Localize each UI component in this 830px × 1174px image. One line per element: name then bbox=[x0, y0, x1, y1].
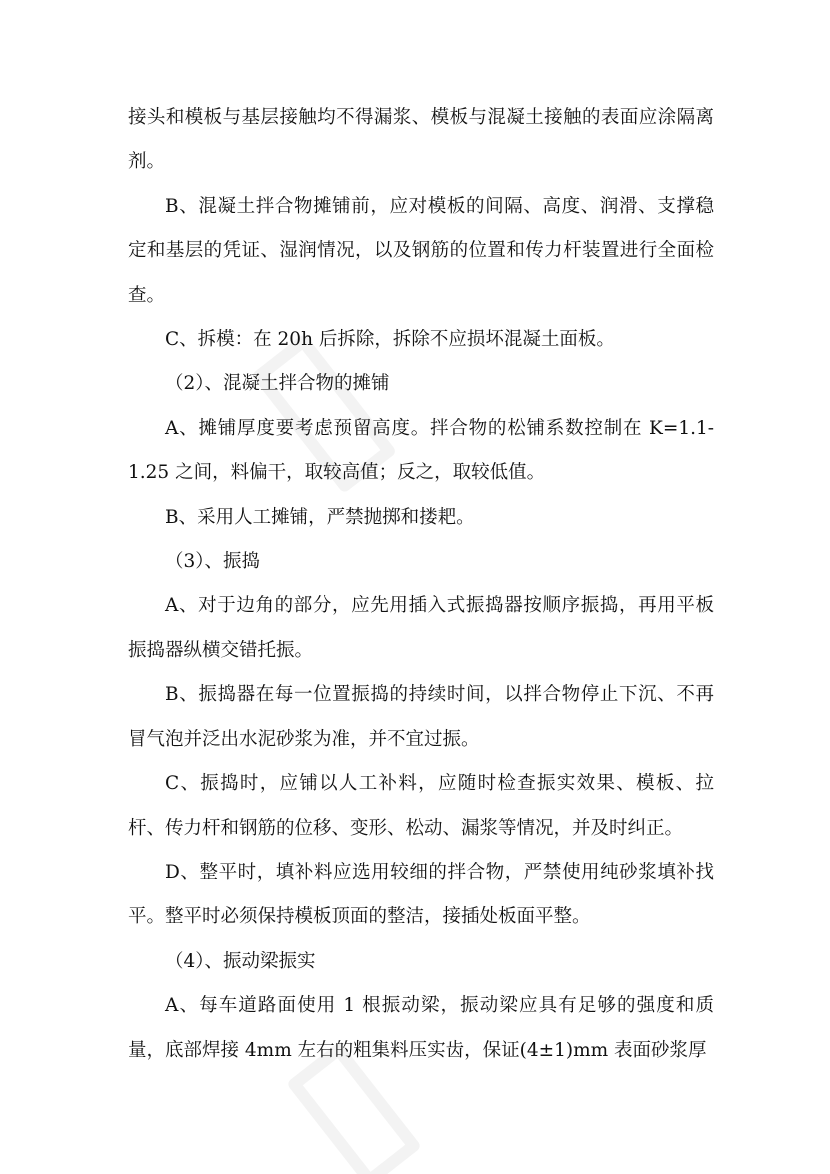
paragraph: D、整平时，填补料应选用较细的拌合物，严禁使用纯砂浆填补找平。整平时必须保持模板顶面的整洁，接插处板面平整。 bbox=[128, 861, 714, 928]
paragraph: 接头和模板与基层接触均不得漏浆、模板与混凝土接触的表面应涂隔离剂。 bbox=[128, 107, 714, 173]
watermark bbox=[300, 1059, 409, 1172]
paragraph: C、振捣时，应铺以人工补料，应随时检查振实效果、模板、拉杆、传力杆和钢筋的位移、变形、松动、漏浆等情况，并及时纠正。 bbox=[128, 773, 714, 839]
section-heading: （3）、振捣 bbox=[165, 551, 261, 573]
section-heading: （4）、振动梁振实 bbox=[165, 950, 316, 972]
document-body bbox=[128, 96, 714, 1073]
section-heading: （2）、混凝土拌合物的摊铺 bbox=[165, 373, 390, 395]
paragraph: A、每车道路面使用 1 根振动梁，振动梁应具有足够的强度和质量，底部焊接 4mm 左右的粗集料压实齿，保证(4±1)mm 表面砂浆厚 bbox=[128, 995, 714, 1061]
paragraph: A、摊铺厚度要考虑预留高度。拌合物的松铺系数控制在 K=1.1-1.25 之间，料偏干，取较高值；反之，取较低值。 bbox=[128, 417, 714, 484]
paragraph: B、采用人工摊铺，严禁抛掷和搂耙。 bbox=[165, 506, 475, 528]
paragraph: B、混凝土拌合物摊铺前，应对模板的间隔、高度、润滑、支撑稳定和基层的凭证、湿润情况，以及钢筋的位置和传力杆装置进行全面检查。 bbox=[128, 195, 714, 306]
paragraph: C、拆模：在 20h 后拆除，拆除不应损坏混凝土面板。 bbox=[165, 329, 615, 351]
paragraph: B、振捣器在每一位置振捣的持续时间，以拌合物停止下沉、不再冒气泡并泛出水泥砂浆为准，并不宜过振。 bbox=[128, 684, 714, 750]
paragraph: A、对于边角的部分，应先用插入式振捣器按顺序振捣，再用平板振捣器纵横交错托振。 bbox=[128, 595, 714, 661]
